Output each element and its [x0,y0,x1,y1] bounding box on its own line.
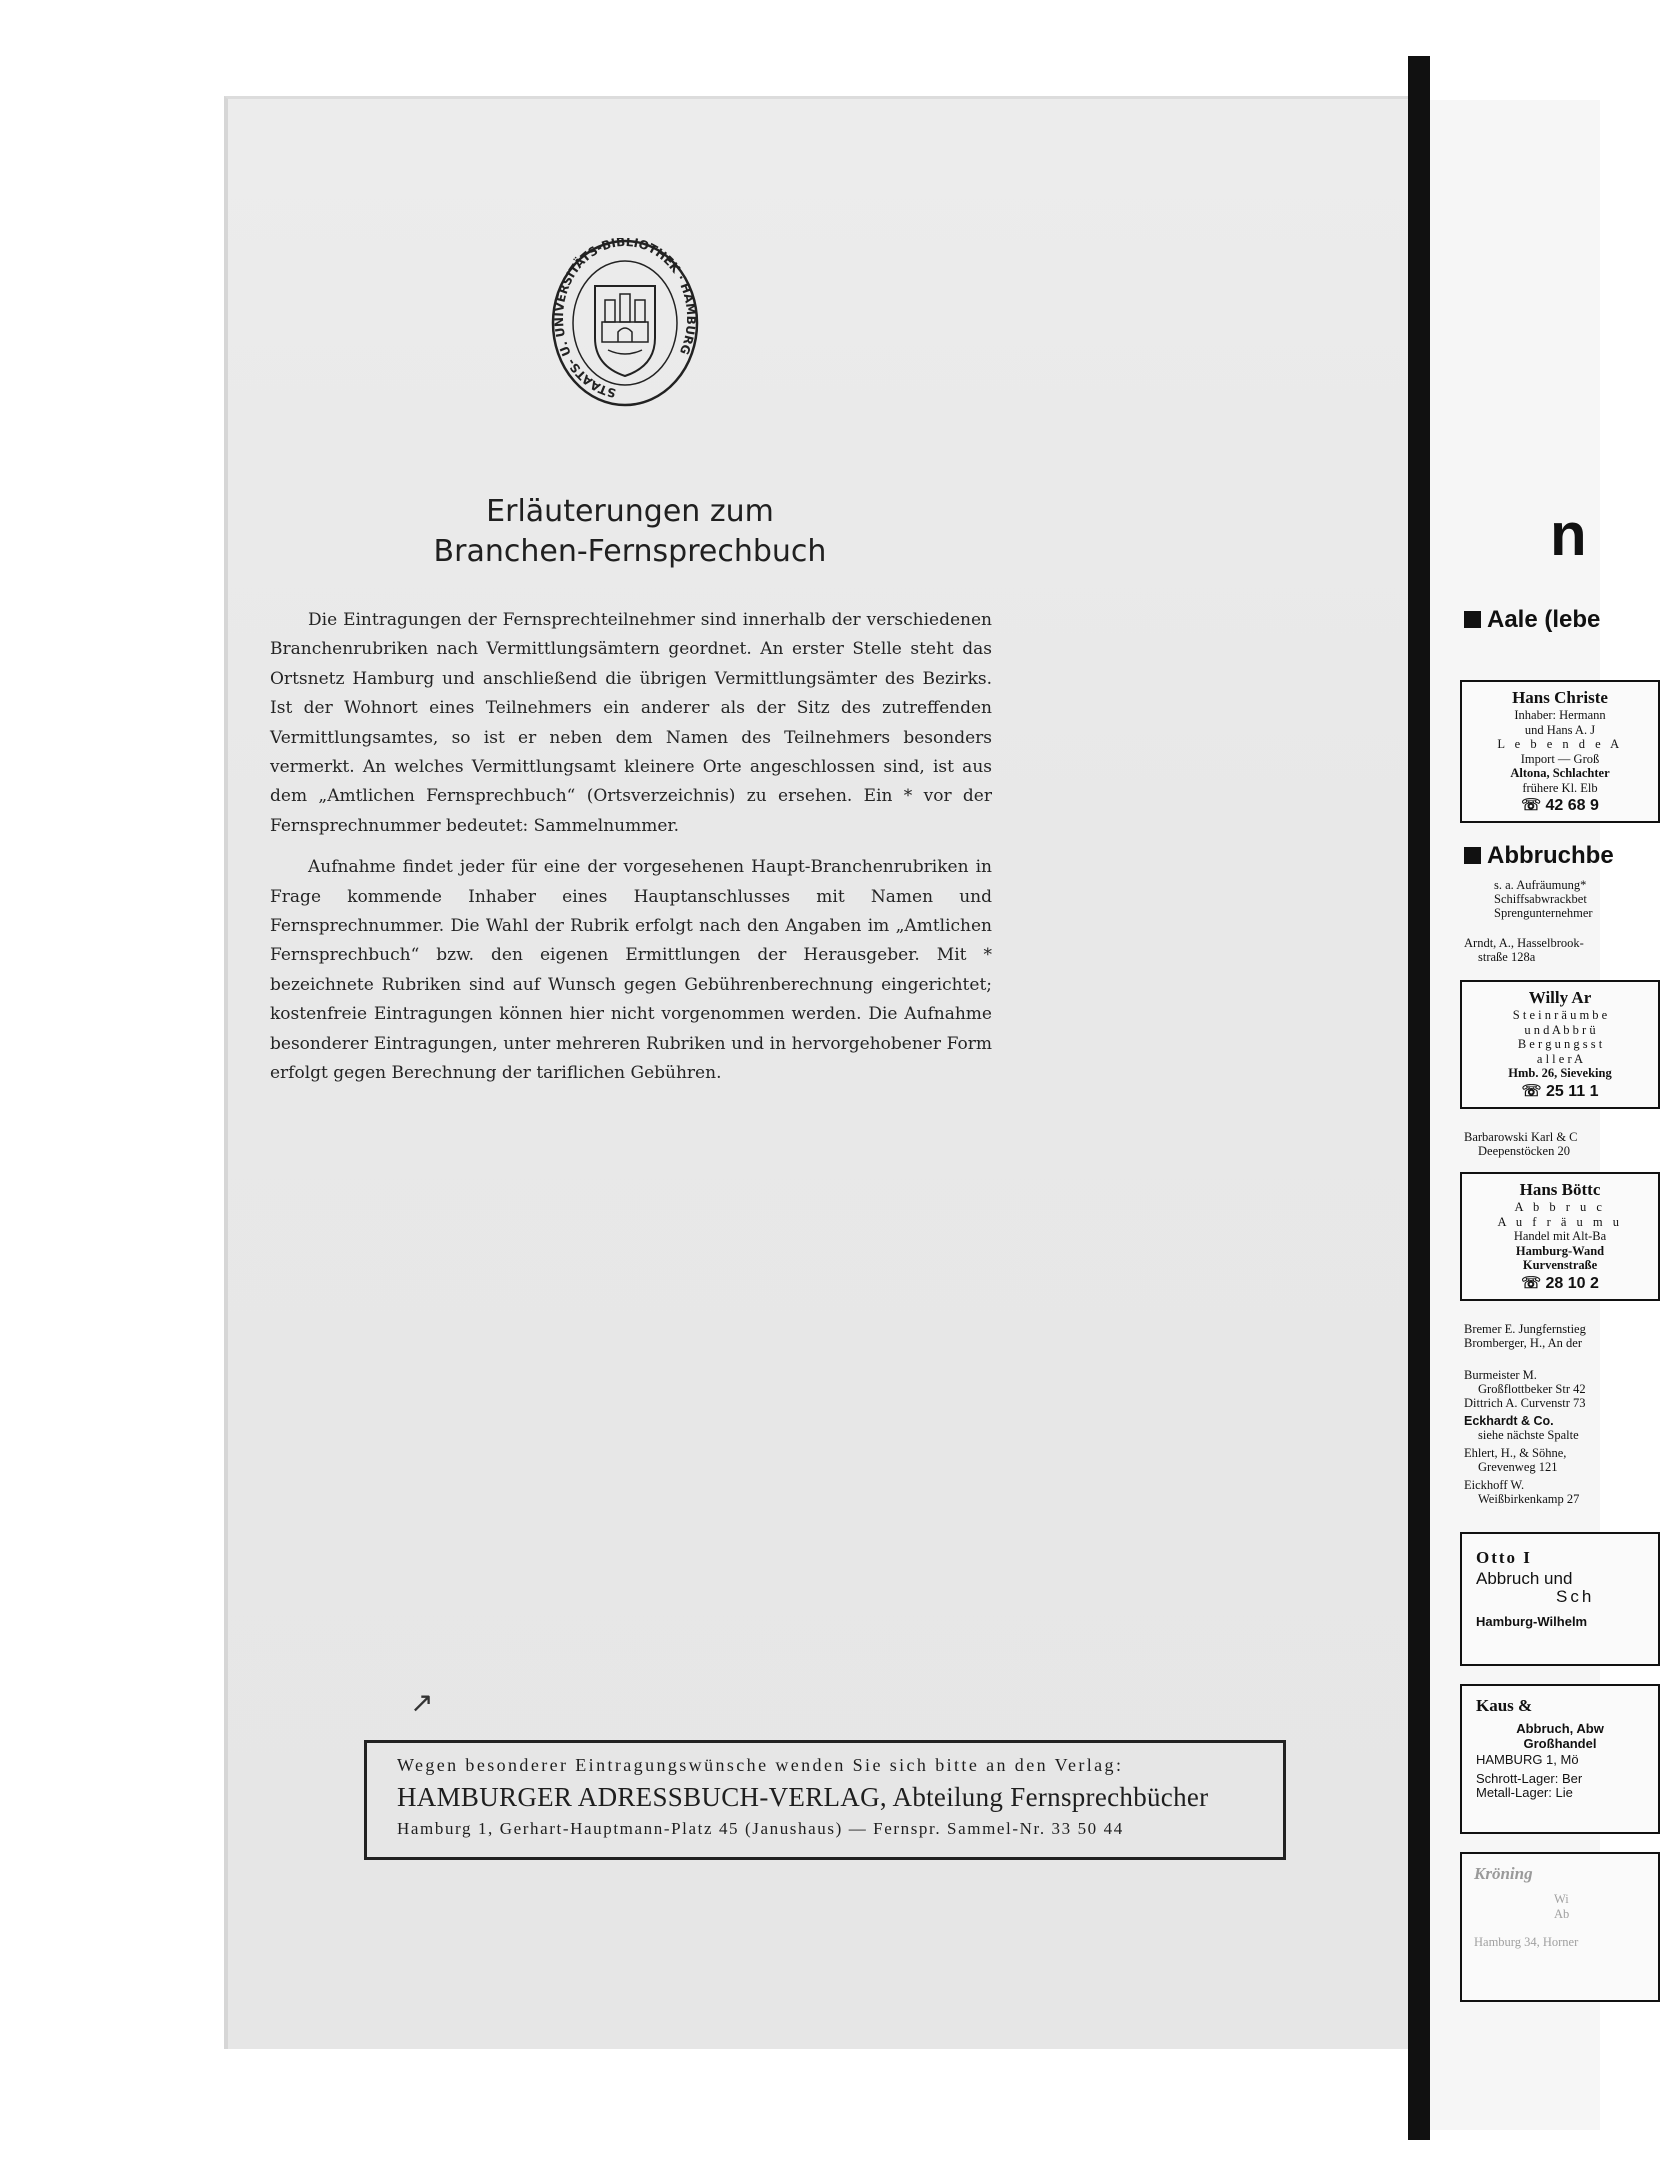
publisher-address: Hamburg 1, Gerhart-Hauptmann-Platz 45 (Janushaus) — Fernspr. Sammel-Nr. 33 50 44 [397,1819,1124,1838]
section-letter: n [1550,501,1587,568]
page-gutter [1408,56,1430,2146]
ad-box-1: Hans Christe Inhaber: Hermann und Hans A. J L e b e n d e A Import — Groß Altona, Schlachter frühere Kl. Elb ☏ 42 68 9 [1460,680,1660,823]
category-square-icon [1464,611,1481,628]
publisher-note: Wegen besonderer Eintragungswünsche wenden Sie sich bitte an den Verlag: [397,1755,1124,1775]
seal-ring-text: STAATS- U. UNIVERSITÄTS-BIBLIOTHEK · HAMBURG [551,238,699,401]
category-square-icon [1464,847,1481,864]
library-seal-icon [550,238,700,408]
category-heading-aale: Aale (lebe [1464,606,1600,634]
ad-box-2: Willy Ar S t e i n r ä u m b e u n d A b b r ü B e r g u n g s s t a l l e r A Hmb. 26, Sieveking ☏ 25 11 1 [1460,980,1660,1109]
ad-box-6: Kröning Wi Ab Hamburg 34, Horner [1460,1852,1660,2002]
pencil-mark-icon: ↗ [410,1686,434,1719]
ad-box-3: Hans Böttc A b b r u c A u f r ä u m u Handel mit Alt-Ba Hamburg-Wand Kurvenstraße ☏ 28 10 2 [1460,1172,1660,1301]
paragraph-1: Die Eintragungen der Fernsprechteilnehmer sind innerhalb der verschiedenen Branchenrubriken nach Vermittlungsämtern geordnet. An erster Stelle steht das Ortsnetz Hamburg und anschließend die übrigen Vermittlungsämter des Bezirks. Ist der Wohnort eines Teilnehmers ein anderer als der Sitz des zutreffenden Vermittlungsamtes, so ist er neben dem Namen des Teilnehmers besonders vermerkt. An welches Vermittlungsamt kleinere Orte angeschlossen sind, ist aus dem „Amtlichen Fernsprechbuch“ (Ortsverzeichnis) zu ersehen. Ein * vor der Fernsprechnummer bedeutet: Sammelnummer. [270,610,992,836]
right-page: n Aale (lebe Hans Christe Inhaber: Hermann und Hans A. J L e b e n d e A Import — Groß Altona, Schlachter frühere Kl. Elb ☏ 42 68 9 Abbruchbe s. a. Aufräumung* Schiffsabwrackbet Sprengunternehmer Arndt, A., Hasselbrook- straße 128a Willy Ar S t e i n r ä u m b e u n d A b b r ü B e r g u n g s s t a l l e r A Hmb. 26, Sieveking ☏ 25 11 1 Barbarowski Karl & C Deepenstöcken 20 Hans Böttc A b b r u c A u f r ä u m u Handel mit Alt-Ba Hamburg-Wand Kurvenstraße ☏ 28 10 2 Bremer E. Jungfernstieg Bromberger, H., An der Burmeister M. Großflottbeker Str 42 Dittrich A. Curvenstr 73 Eckhardt & Co. siehe nächste Spalte Ehlert, H., & Söhne, Grevenweg 121 Eickhoff W. Weißbirkenkamp 27 Otto I Abbruch und Sch Hamburg-Wilhelm Kaus & Abbruch, Abw Großhandel HAMBURG 1, Mö Schrott-Lager: Ber Metall-Lager: Lie Kröning Wi Ab Hamburg 34, Horner [1430,100,1600,2130]
category-heading-abbruch: Abbruchbe [1464,842,1614,870]
page-title [420,492,840,572]
explanation-text [270,606,992,1089]
publisher-box [364,1740,1286,1860]
ad-box-4: Otto I Abbruch und Sch Hamburg-Wilhelm [1460,1532,1660,1666]
title-line-1: Erläuterungen zum [486,494,774,529]
ad-box-5: Kaus & Abbruch, Abw Großhandel HAMBURG 1, Mö Schrott-Lager: Ber Metall-Lager: Lie [1460,1684,1660,1834]
publisher-name: HAMBURGER ADRESSBUCH-VERLAG, Abteilung Fernsprechbücher [397,1782,1209,1812]
title-line-2: Branchen-Fernsprechbuch [433,534,827,569]
page-bottom-margin [224,2140,1600,2177]
paragraph-2: Aufnahme findet jeder für eine der vorgesehenen Haupt-Branchenrubriken in Frage kommende Inhaber eines Hauptanschlusses mit Namen und Fernsprechnummer. Die Wahl der Rubrik erfolgt nach den Angaben im „Amtlichen Fernsprechbuch“ bzw. den eigenen Ermittlungen der Herausgeber. Mit * bezeichnete Rubriken sind auf Wunsch gegen Gebührenberechnung eingerichtet; kostenfreie Eintragungen können hier nicht vorgenommen werden. Die Aufnahme besonderer Eintragungen, unter mehreren Rubriken und in hervorgehobener Form erfolgt gegen Berechnung der tariflichen Gebühren. [270,857,992,1084]
